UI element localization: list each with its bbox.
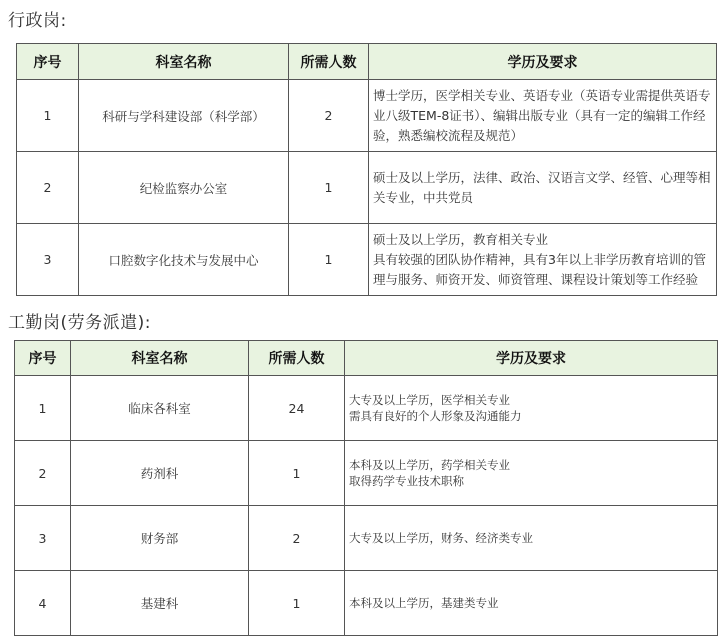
requirement-line: 本科及以上学历，基建类专业 [349,596,499,610]
cell-requirements [345,441,718,506]
cell-requirements [345,571,718,636]
cell-dept: 纪检监察办公室 [79,152,289,224]
table-header-row [17,44,717,80]
cell-count: 1 [249,571,345,636]
header-count: 所需人数 [289,44,369,80]
requirement-line: 需具有良好的个人形象及沟通能力 [349,409,522,423]
table-row [15,506,718,571]
section-title-admin: 行政岗: [8,11,67,31]
cell-count: 1 [289,224,369,296]
cell-requirements [345,506,718,571]
cell-no: 3 [17,224,79,296]
header-dept: 科室名称 [71,341,249,376]
cell-requirements [345,376,718,441]
requirement-line: 大专及以上学历，财务、经济类专业 [349,531,533,545]
cell-count: 2 [289,80,369,152]
requirement-line: 大专及以上学历，医学相关专业 [349,393,510,407]
header-count: 所需人数 [249,341,345,376]
cell-count: 2 [249,506,345,571]
admin-positions-table [16,43,717,296]
cell-no: 3 [15,506,71,571]
requirement-line: 博士学历，医学相关专业、英语专业（英语专业需提供英语专 [373,87,711,103]
requirement-line: 本科及以上学历，药学相关专业 [349,458,510,472]
cell-dept: 药剂科 [71,441,249,506]
cell-dept: 临床各科室 [71,376,249,441]
requirement-line: 硕士及以上学历，法律、政治、汉语言文学、经管、心理等相 [373,169,711,185]
cell-no: 4 [15,571,71,636]
cell-dept: 基建科 [71,571,249,636]
cell-dept: 口腔数字化技术与发展中心 [79,224,289,296]
cell-dept: 科研与学科建设部（科学部） [79,80,289,152]
header-requirements: 学历及要求 [369,44,717,80]
cell-requirements [369,152,717,224]
table-row [15,571,718,636]
section-title-service: 工勤岗(劳务派遣): [8,313,151,333]
requirement-line: 验，熟悉编校流程及规范） [373,127,524,143]
header-no: 序号 [17,44,79,80]
header-no: 序号 [15,341,71,376]
cell-count: 24 [249,376,345,441]
requirement-line: 关专业，中共党员 [373,189,474,205]
table-row [15,376,718,441]
requirement-line: 理与服务、师资开发、师资管理、课程设计策划等工作经验 [373,271,699,287]
requirement-line: 业八级TEM-8证书）、编辑出版专业（具有一定的编辑工作经 [373,107,706,123]
table-row [17,224,717,296]
table-row [17,152,717,224]
cell-no: 2 [17,152,79,224]
header-dept: 科室名称 [79,44,289,80]
cell-no: 1 [17,80,79,152]
table-header-row [15,341,718,376]
cell-no: 2 [15,441,71,506]
cell-dept: 财务部 [71,506,249,571]
cell-count: 1 [249,441,345,506]
requirement-line: 取得药学专业技术职称 [349,474,464,488]
table-row [15,441,718,506]
requirement-line: 硕士及以上学历，教育相关专业 [373,231,549,247]
service-positions-table [14,340,718,636]
requirement-line: 具有较强的团队协作精神，具有3年以上非学历教育培训的管 [373,251,706,267]
table-row [17,80,717,152]
cell-requirements [369,224,717,296]
cell-count: 1 [289,152,369,224]
cell-requirements [369,80,717,152]
cell-no: 1 [15,376,71,441]
header-requirements: 学历及要求 [345,341,718,376]
